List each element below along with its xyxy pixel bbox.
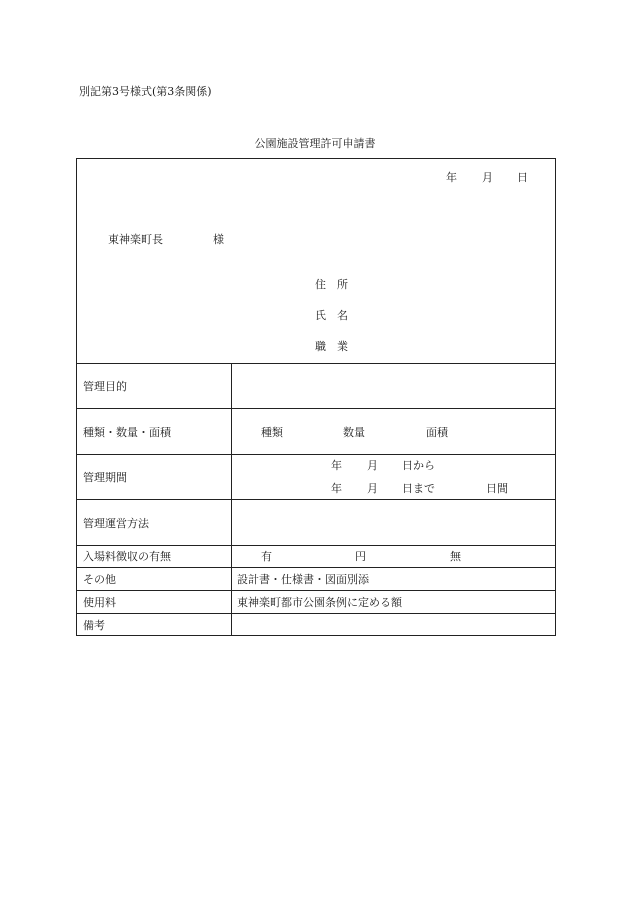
row-divider: [77, 590, 555, 591]
applicant-occupation-label: 職 業: [315, 340, 348, 353]
kind-type-label: 種類: [261, 426, 283, 439]
period-days: 日間: [486, 482, 508, 495]
kind-label: 種類・数量・面積: [83, 426, 171, 439]
remarks-label: 備考: [83, 619, 105, 632]
column-divider: [231, 363, 232, 635]
usage-fee-value: 東神楽町都市公園条例に定める額: [237, 596, 402, 609]
fee-yes-label: 有: [261, 550, 272, 563]
page-title: 公園施設管理許可申請書: [254, 137, 376, 150]
fee-label: 入場料徴収の有無: [83, 550, 171, 563]
row-divider: [77, 408, 555, 409]
period-from-year: 年: [331, 459, 342, 472]
addressee: 東神楽町長: [108, 233, 163, 246]
date-day-label: 日: [517, 171, 528, 184]
other-label: その他: [83, 573, 116, 586]
period-to-year: 年: [331, 482, 342, 495]
purpose-label: 管理目的: [83, 380, 127, 393]
row-divider: [77, 499, 555, 500]
method-label: 管理運営方法: [83, 517, 149, 530]
row-divider: [77, 613, 555, 614]
row-divider: [77, 363, 555, 364]
row-divider: [77, 545, 555, 546]
form-id: 別記第3号様式(第3条関係): [79, 85, 212, 98]
period-from-day: 日から: [402, 459, 435, 472]
row-divider: [77, 567, 555, 568]
period-label: 管理期間: [83, 471, 127, 484]
period-to-month: 月: [367, 482, 378, 495]
row-divider: [77, 454, 555, 455]
kind-quantity-label: 数量: [343, 426, 365, 439]
usage-fee-label: 使用料: [83, 596, 116, 609]
fee-no-label: 無: [450, 550, 461, 563]
kind-area-label: 面積: [426, 426, 448, 439]
period-to-day: 日まで: [402, 482, 435, 495]
addressee-honorific: 様: [213, 233, 224, 246]
other-value: 設計書・仕様書・図面別添: [237, 573, 369, 586]
application-form-table: [76, 158, 556, 636]
period-from-month: 月: [367, 459, 378, 472]
applicant-name-label: 氏 名: [315, 309, 348, 322]
date-year-label: 年: [446, 171, 457, 184]
date-month-label: 月: [482, 171, 493, 184]
applicant-address-label: 住 所: [315, 278, 348, 291]
fee-yen-label: 円: [355, 550, 366, 563]
